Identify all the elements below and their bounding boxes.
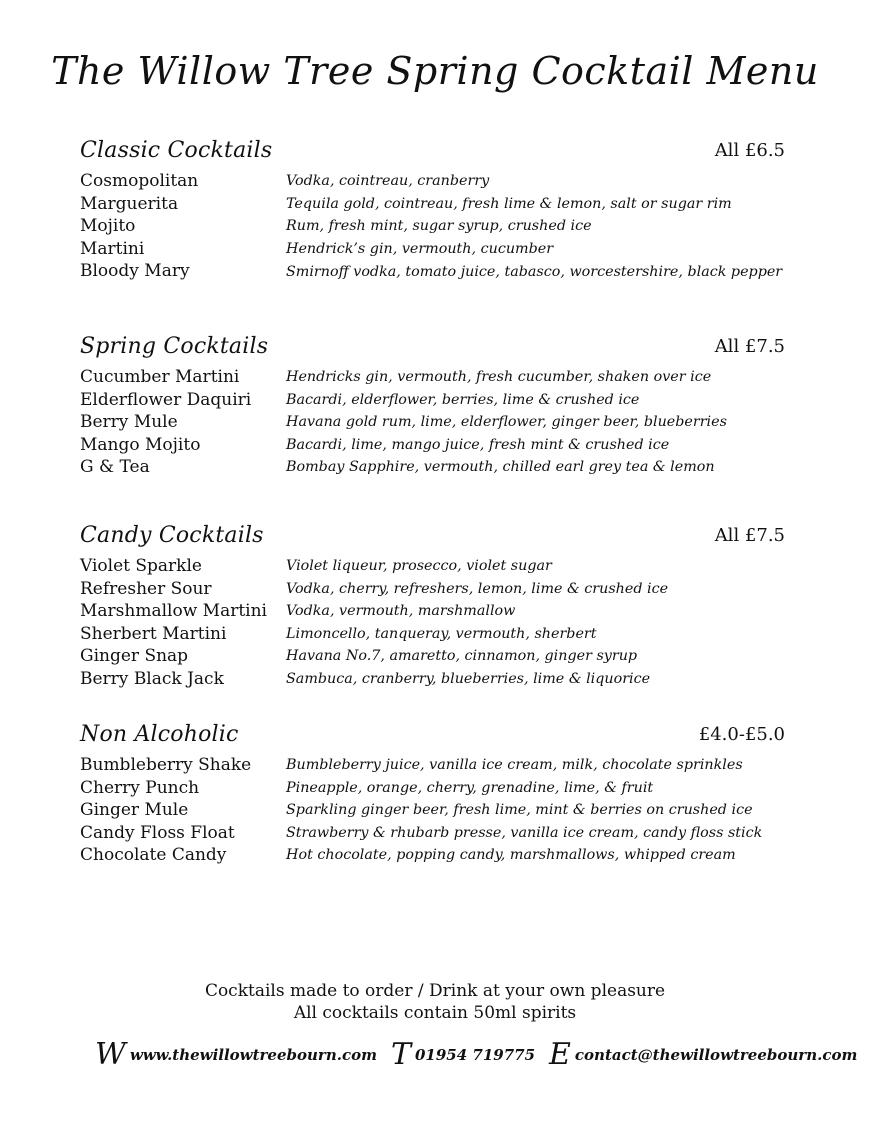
email-link[interactable]: contact@thewillowtreebourn.com bbox=[574, 1046, 858, 1064]
section-header bbox=[80, 521, 785, 555]
footer-note-spirits: All cocktails contain 50ml spirits bbox=[293, 1003, 577, 1023]
menu-item bbox=[80, 754, 785, 777]
section-spring-cocktails bbox=[80, 332, 785, 479]
section-title: Non Alcoholic bbox=[80, 722, 239, 747]
item-name: Martini bbox=[80, 238, 145, 259]
cocktail-list bbox=[80, 366, 785, 479]
menu-item bbox=[80, 799, 785, 822]
menu-item bbox=[80, 366, 785, 389]
item-description: Bumbleberry juice, vanilla ice cream, milk, chocolate sprinkles bbox=[286, 757, 743, 773]
contact-row bbox=[95, 1037, 858, 1072]
section-candy-cocktails bbox=[80, 521, 785, 690]
website-link[interactable]: www.thewillowtreebourn.com bbox=[129, 1046, 377, 1064]
email-icon: E bbox=[549, 1037, 571, 1072]
section-non-alcoholic bbox=[80, 720, 785, 867]
section-title: Candy Cocktails bbox=[80, 523, 264, 548]
menu-item bbox=[80, 456, 785, 479]
item-name: Berry Mule bbox=[80, 412, 178, 432]
item-name: Bumbleberry Shake bbox=[80, 755, 252, 775]
menu-item bbox=[80, 260, 785, 284]
item-description: Bacardi, lime, mango juice, fresh mint & crushed ice bbox=[286, 436, 670, 453]
menu-item bbox=[80, 645, 785, 668]
item-description: Hot chocolate, popping candy, marshmallows, whipped cream bbox=[286, 847, 736, 863]
menu-item bbox=[80, 238, 785, 261]
menu-item bbox=[80, 777, 785, 800]
item-description: Havana gold rum, lime, elderflower, ginger beer, blueberries bbox=[286, 414, 727, 430]
item-name: Refresher Sour bbox=[80, 578, 212, 599]
item-description: Vodka, cherry, refreshers, lemon, lime & crushed ice bbox=[286, 580, 669, 597]
item-description: Bacardi, elderflower, berries, lime & crushed ice bbox=[286, 391, 640, 408]
menu-item bbox=[80, 844, 785, 867]
section-price: All £7.5 bbox=[714, 336, 785, 357]
menu-item bbox=[80, 389, 785, 412]
item-name: Ginger Snap bbox=[80, 646, 189, 666]
item-name: Mojito bbox=[80, 216, 136, 236]
menu-item bbox=[80, 822, 785, 845]
item-description: Hendricks gin, vermouth, fresh cucumber, shaken over ice bbox=[286, 369, 712, 385]
section-header bbox=[80, 332, 785, 366]
item-name: Mango Mojito bbox=[80, 434, 201, 455]
menu-item bbox=[80, 668, 785, 691]
menu-item bbox=[80, 193, 785, 216]
menu-item bbox=[80, 215, 785, 238]
item-description: Havana No.7, amaretto, cinnamon, ginger syrup bbox=[286, 648, 638, 664]
section-price: All £7.5 bbox=[714, 525, 785, 546]
item-description: Violet liqueur, prosecco, violet sugar bbox=[286, 558, 552, 574]
item-name: Bloody Mary bbox=[80, 261, 190, 281]
item-description: Sambuca, cranberry, blueberries, lime & liquorice bbox=[286, 670, 651, 687]
section-header bbox=[80, 720, 785, 754]
section-header bbox=[80, 136, 785, 170]
menu-item bbox=[80, 411, 785, 434]
section-title: Spring Cocktails bbox=[80, 334, 269, 359]
menu-item bbox=[80, 170, 785, 193]
item-name: Berry Black Jack bbox=[80, 668, 224, 689]
item-name: Ginger Mule bbox=[80, 800, 189, 820]
item-description: Hendrick’s gin, vermouth, cucumber bbox=[286, 240, 554, 257]
menu-item bbox=[80, 578, 785, 601]
menu-item bbox=[80, 600, 785, 623]
item-name: Marguerita bbox=[80, 193, 179, 214]
section-title: Classic Cocktails bbox=[80, 138, 273, 163]
section-classic-cocktails bbox=[80, 136, 785, 284]
menu-title: The Willow Tree Spring Cocktail Menu bbox=[51, 49, 819, 93]
item-description: Rum, fresh mint, sugar syrup, crushed ice bbox=[286, 218, 592, 234]
item-description: Vodka, vermouth, marshmallow bbox=[286, 603, 516, 619]
item-description: Bombay Sapphire, vermouth, chilled earl grey tea & lemon bbox=[286, 459, 715, 475]
footer-note-order: Cocktails made to order / Drink at your own pleasure bbox=[204, 981, 666, 1001]
menu-item bbox=[80, 434, 785, 457]
item-name: Cucumber Martini bbox=[80, 367, 240, 387]
item-description: Smirnoff vodka, tomato juice, tabasco, worcestershire, black pepper bbox=[286, 264, 783, 280]
phone-number[interactable]: 01954 719775 bbox=[414, 1046, 536, 1064]
item-name: Sherbert Martini bbox=[80, 623, 227, 644]
section-price: £4.0-£5.0 bbox=[698, 724, 785, 745]
cocktail-list bbox=[80, 170, 785, 284]
item-name: Marshmallow Martini bbox=[80, 601, 267, 621]
cocktail-list bbox=[80, 555, 785, 690]
item-name: Elderflower Daquiri bbox=[80, 389, 252, 410]
item-description: Strawberry & rhubarb presse, vanilla ice cream, candy floss stick bbox=[286, 824, 763, 841]
item-name: Candy Floss Float bbox=[80, 822, 235, 843]
item-name: Cosmopolitan bbox=[80, 171, 199, 191]
web-icon: W bbox=[95, 1037, 126, 1072]
cocktail-list bbox=[80, 754, 785, 867]
item-description: Limoncello, tanqueray, vermouth, sherbert bbox=[286, 625, 597, 642]
item-description: Vodka, cointreau, cranberry bbox=[286, 173, 490, 189]
menu-item bbox=[80, 555, 785, 578]
phone-icon: T bbox=[390, 1037, 411, 1072]
item-name: Violet Sparkle bbox=[80, 556, 202, 576]
menu-item bbox=[80, 623, 785, 646]
item-name: Cherry Punch bbox=[80, 777, 200, 798]
item-description: Pineapple, orange, cherry, grenadine, lime, & fruit bbox=[286, 779, 654, 796]
section-price: All £6.5 bbox=[714, 140, 785, 161]
item-name: Chocolate Candy bbox=[80, 845, 227, 865]
item-description: Tequila gold, cointreau, fresh lime & lemon, salt or sugar rim bbox=[286, 195, 732, 212]
item-name: G & Tea bbox=[80, 457, 150, 477]
item-description: Sparkling ginger beer, fresh lime, mint & berries on crushed ice bbox=[286, 802, 753, 818]
